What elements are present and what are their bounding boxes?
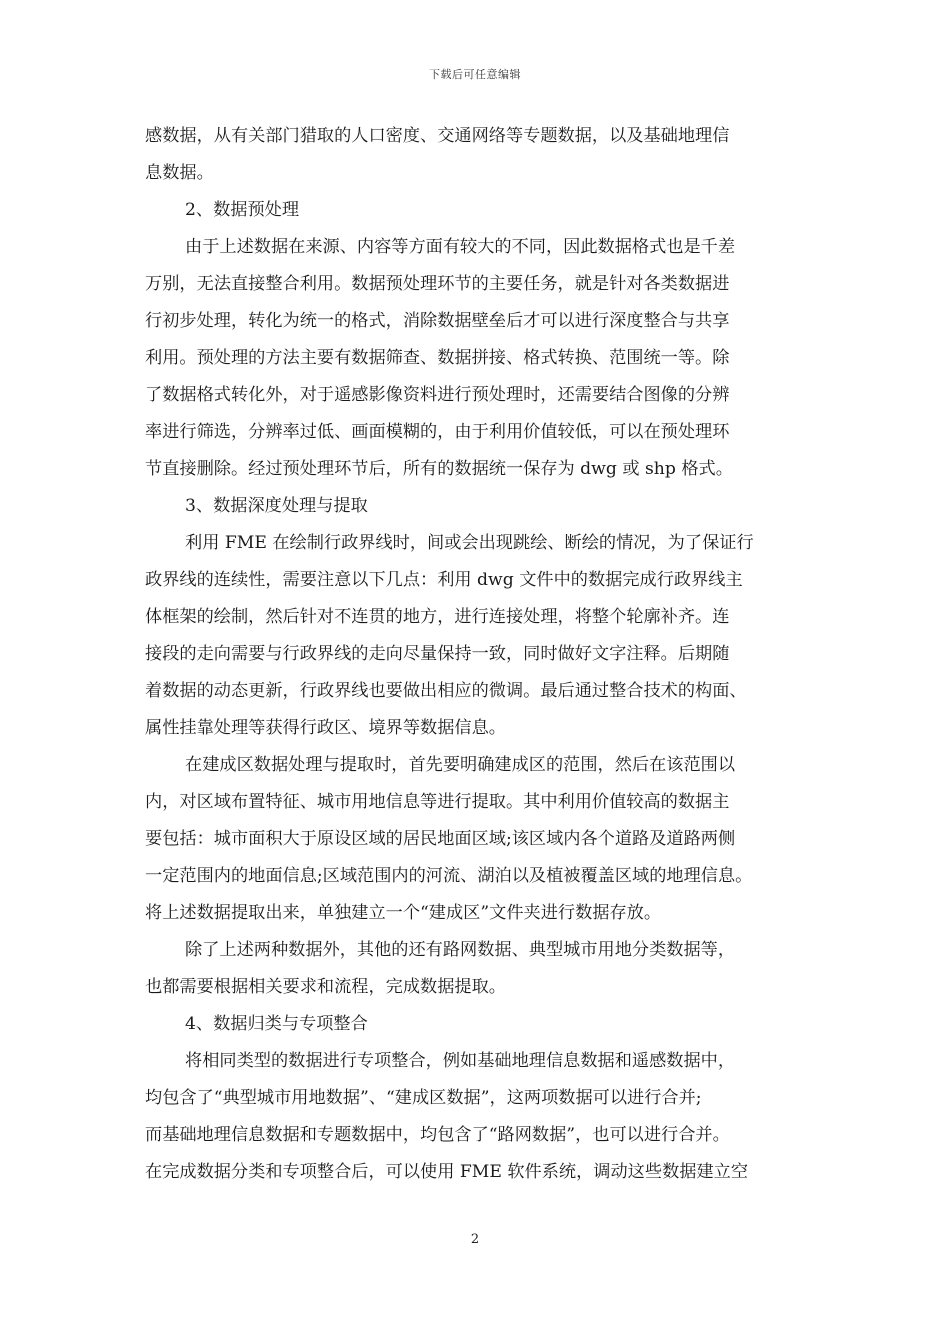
body-line: 行初步处理，转化为统一的格式，消除数据壁垒后才可以进行深度整合与共享 — [145, 311, 730, 331]
section-heading: 3、数据深度处理与提取 — [185, 496, 368, 516]
body-line: 万别，无法直接整合利用。数据预处理环节的主要任务，就是针对各类数据进 — [145, 274, 730, 294]
body-line: 政界线的连续性，需要注意以下几点：利用 dwg 文件中的数据完成行政界线主 — [145, 570, 743, 590]
body-line: 均包含了“典型城市用地数据”、“建成区数据”，这两项数据可以进行合并; — [145, 1088, 702, 1108]
body-line: 属性挂靠处理等获得行政区、境界等数据信息。 — [145, 718, 506, 738]
body-line: 而基础地理信息数据和专题数据中，均包含了“路网数据”，也可以进行合并。 — [145, 1125, 730, 1145]
body-line: 节直接删除。经过预处理环节后，所有的数据统一保存为 dwg 或 shp 格式。 — [145, 459, 733, 479]
body-line: 内，对区域布置特征、城市用地信息等进行提取。其中利用价值较高的数据主 — [145, 792, 730, 812]
body-line: 感数据，从有关部门猎取的人口密度、交通网络等专题数据，以及基础地理信 — [145, 126, 730, 146]
body-line: 也都需要根据相关要求和流程，完成数据提取。 — [145, 977, 506, 997]
body-line: 体框架的绘制，然后针对不连贯的地方，进行连接处理，将整个轮廓补齐。连 — [145, 607, 730, 627]
body-line: 在完成数据分类和专项整合后，可以使用 FME 软件系统，调动这些数据建立空 — [145, 1162, 749, 1182]
body-line: 在建成区数据处理与提取时，首先要明确建成区的范围，然后在该范围以 — [185, 755, 736, 775]
page-number: 2 — [470, 1232, 480, 1247]
body-line: 了数据格式转化外，对于遥感影像资料进行预处理时，还需要结合图像的分辨 — [145, 385, 730, 405]
body-line: 由于上述数据在来源、内容等方面有较大的不同，因此数据格式也是千差 — [185, 237, 736, 257]
body-line: 要包括：城市面积大于原设区域的居民地面区域;该区域内各个道路及道路两侧 — [145, 829, 736, 849]
body-line: 除了上述两种数据外，其他的还有路网数据、典型城市用地分类数据等， — [185, 940, 736, 960]
page-header: 下载后可任意编辑 — [429, 68, 521, 81]
body-line: 息数据。 — [145, 163, 214, 183]
section-heading: 2、数据预处理 — [185, 200, 300, 220]
section-heading: 4、数据归类与专项整合 — [185, 1014, 368, 1034]
body-line: 将上述数据提取出来，单独建立一个“建成区”文件夹进行数据存放。 — [145, 903, 662, 923]
body-line: 接段的走向需要与行政界线的走向尽量保持一致，同时做好文字注释。后期随 — [145, 644, 730, 664]
body-line: 利用 FME 在绘制行政界线时，间或会出现跳绘、断绘的情况，为了保证行 — [185, 533, 754, 553]
body-line: 着数据的动态更新，行政界线也要做出相应的微调。最后通过整合技术的构面、 — [145, 681, 747, 701]
body-line: 利用。预处理的方法主要有数据筛查、数据拼接、格式转换、范围统一等。除 — [145, 348, 730, 368]
document-body — [145, 118, 807, 1191]
body-line: 率进行筛选，分辨率过低、画面模糊的，由于利用价值较低，可以在预处理环 — [145, 422, 730, 442]
body-line: 将相同类型的数据进行专项整合，例如基础地理信息数据和遥感数据中， — [185, 1051, 736, 1071]
body-line: 一定范围内的地面信息;区域范围内的河流、湖泊以及植被覆盖区域的地理信息。 — [145, 866, 753, 886]
